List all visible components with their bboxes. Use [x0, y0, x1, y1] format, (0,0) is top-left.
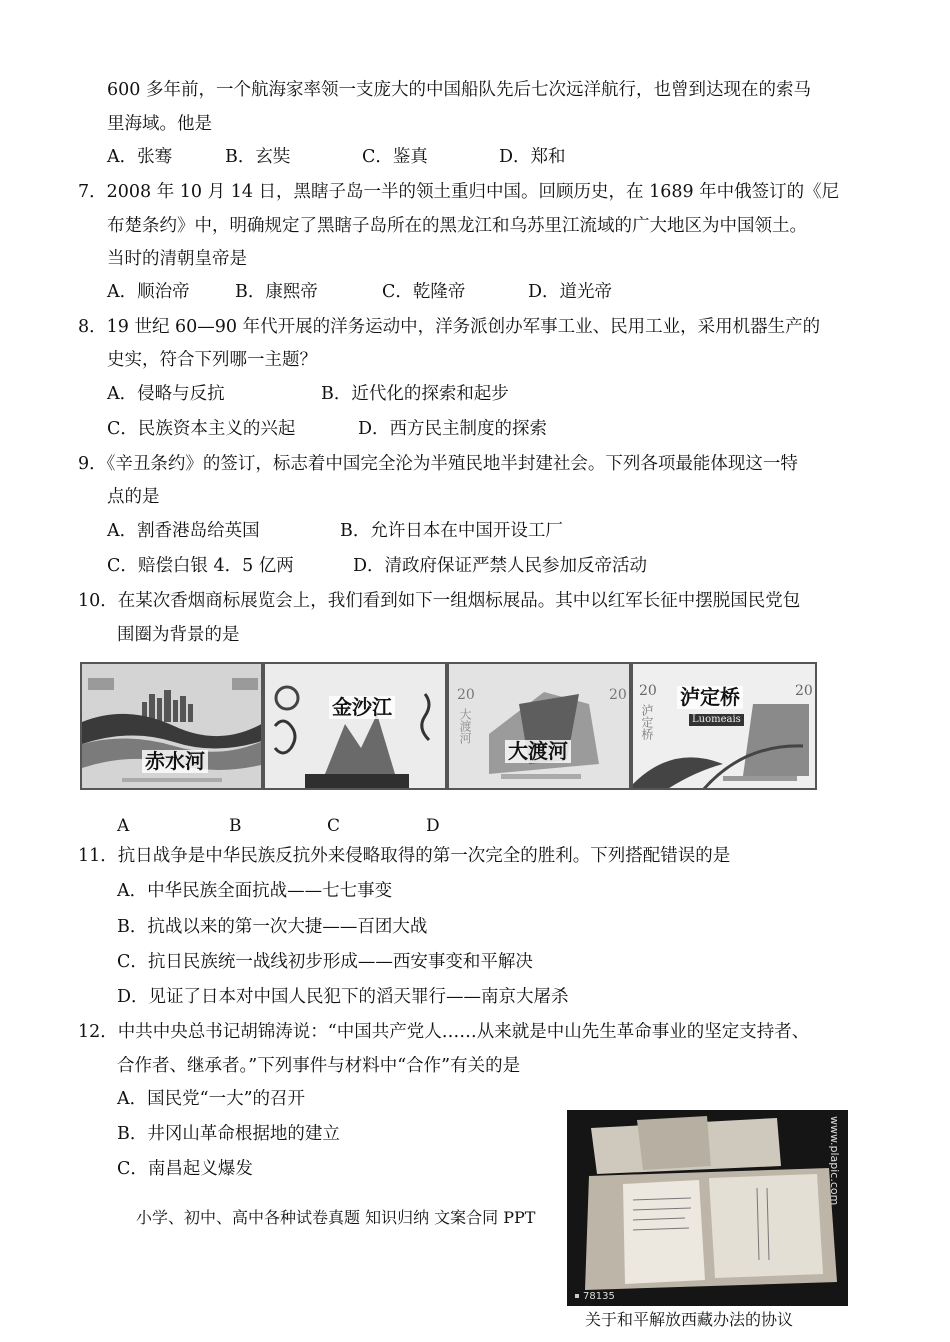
q10-stem-line2: 围圈为背景的是	[117, 625, 240, 645]
q12-stem-line1: 12．中共中央总书记胡锦涛说：“中国共产党人……从来就是中山先生革命事业的坚定支持者、	[78, 1022, 810, 1042]
q6-option-b: B．玄奘	[225, 147, 291, 167]
q12-stem-line2: 合作者、继承者。”下列事件与材料中“合作”有关的是	[117, 1056, 521, 1076]
q8-option-d: D．西方民主制度的探索	[358, 419, 548, 439]
label-c-artwork	[449, 664, 631, 790]
q12-option-c: C．南昌起义爆发	[117, 1159, 253, 1179]
label-d-side-text: 泸定桥	[640, 704, 654, 740]
q6-option-a: A．张骞	[107, 147, 173, 167]
label-c-number-left: 20	[457, 687, 475, 703]
q9-option-c: C．赔偿白银 4．5 亿两	[107, 556, 294, 576]
label-b-title: 金沙江	[329, 696, 395, 719]
q10-stem-line1: 10．在某次香烟商标展览会上，我们看到如下一组烟标展品。其中以红军长征中摆脱国民党包	[78, 591, 801, 611]
q7-stem-line3: 当时的清朝皇帝是	[107, 249, 247, 269]
label-card-c	[447, 662, 631, 790]
label-d-artwork	[633, 664, 817, 790]
q9-option-d: D．清政府保证严禁人民参加反帝活动	[353, 556, 648, 576]
q11-stem-line1: 11．抗日战争是中华民族反抗外来侵略取得的第一次完全的胜利。下列搭配错误的是	[78, 846, 731, 866]
q7-stem-line1: 7．2008 年 10 月 14 日，黑瞎子岛一半的领土重归中国。回顾历史，在 1689 年中俄签订的《尼	[78, 182, 840, 202]
label-letter-c: C	[327, 816, 341, 836]
q8-stem-line1: 8．19 世纪 60—90 年代开展的洋务运动中，洋务派创办军事工业、民用工业，采用机器生产的	[78, 317, 821, 337]
label-card-b	[263, 662, 447, 790]
label-letter-b: B	[229, 816, 242, 836]
cigarette-label-strip	[80, 662, 818, 792]
label-b-artwork	[265, 664, 447, 790]
label-c-number-right: 20	[609, 687, 627, 703]
label-d-number-left: 20	[639, 683, 657, 699]
q7-option-b: B．康熙帝	[235, 282, 318, 302]
label-a-title: 赤水河	[142, 750, 208, 773]
agreement-photo-artwork	[567, 1110, 848, 1306]
q7-stem-line2: 布楚条约》中，明确规定了黑瞎子岛所在的黑龙江和乌苏里江流域的广大地区为中国领土。	[107, 216, 807, 236]
q7-option-d: D．道光帝	[528, 282, 613, 302]
q9-stem-line1: 9．《辛丑条约》的签订，标志着中国完全沦为半殖民地半封建社会。下列各项最能体现这一特	[78, 454, 798, 474]
label-card-d	[631, 662, 817, 790]
q11-option-a: A．中华民族全面抗战——七七事变	[117, 881, 393, 901]
label-d-english: Luomeais	[689, 714, 744, 726]
q8-option-c: C．民族资本主义的兴起	[107, 419, 296, 439]
q6-stem-line2: 里海域。他是	[107, 114, 212, 134]
label-letter-a: A	[117, 816, 130, 836]
label-c-side-text: 大渡河	[458, 708, 472, 744]
q12-option-b: B．井冈山革命根据地的建立	[117, 1124, 340, 1144]
label-d-title: 泸定桥	[677, 686, 743, 709]
photo-caption: 关于和平解放西藏办法的协议	[585, 1310, 794, 1329]
q6-option-d: D．郑和	[499, 147, 566, 167]
photo-number: 78135	[583, 1291, 615, 1302]
agreement-photo	[567, 1110, 848, 1306]
label-c-title: 大渡河	[505, 740, 571, 763]
label-letter-d: D	[426, 816, 440, 836]
label-card-a	[80, 662, 263, 790]
q9-option-b: B．允许日本在中国开设工厂	[340, 521, 563, 541]
q6-stem-line1: 600 多年前，一个航海家率领一支庞大的中国船队先后七次远洋航行，也曾到达现在的索马	[107, 80, 811, 100]
q8-option-b: B．近代化的探索和起步	[321, 384, 509, 404]
q8-stem-line2: 史实，符合下列哪一主题？	[107, 350, 317, 370]
label-d-number-right: 20	[795, 683, 813, 699]
q11-option-d: D．见证了日本对中国人民犯下的滔天罪行——南京大屠杀	[117, 987, 569, 1007]
q11-option-c: C．抗日民族统一战线初步形成——西安事变和平解决	[117, 952, 533, 972]
q9-stem-line2: 点的是	[107, 487, 160, 507]
q9-option-a: A．割香港岛给英国	[107, 521, 260, 541]
q11-option-b: B．抗战以来的第一次大捷——百团大战	[117, 917, 428, 937]
q8-option-a: A．侵略与反抗	[107, 384, 225, 404]
footer-text: 小学、初中、高中各种试卷真题 知识归纳 文案合同 PPT	[136, 1208, 536, 1227]
q12-option-a: A．国民党“一大”的召开	[117, 1089, 306, 1109]
q7-option-c: C．乾隆帝	[382, 282, 466, 302]
photo-watermark: www.plapic.com	[828, 1116, 841, 1206]
q6-option-c: C．鉴真	[362, 147, 428, 167]
q7-option-a: A．顺治帝	[107, 282, 190, 302]
